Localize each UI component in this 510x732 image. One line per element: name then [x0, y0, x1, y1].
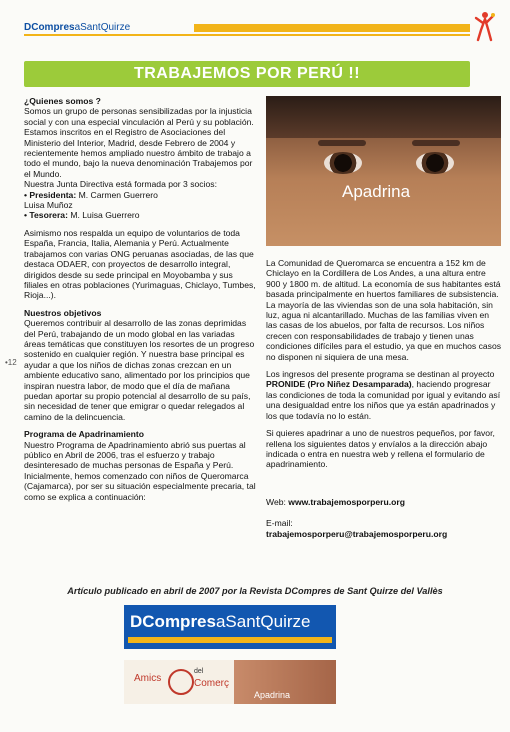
- logo2-del: del: [194, 668, 204, 675]
- person-figure-icon: [474, 10, 496, 42]
- email-link[interactable]: trabajemosporperu@trabajemosporperu.org: [266, 529, 448, 539]
- photo-hair: [266, 96, 501, 138]
- logo2-apadrina: Apadrina: [254, 690, 291, 700]
- photo-left-eye: [324, 152, 362, 174]
- logo-bold: DCompres: [130, 612, 216, 631]
- who-paragraph-1: Somos un grupo de personas sensibilizadas por la injusticia social y con una especial vinculación al Perú y su población.: [24, 106, 254, 127]
- header-brand-bold: DCompres: [24, 22, 75, 33]
- magazine-header: [24, 22, 470, 34]
- program-paragraph: Nuestro Programa de Apadrinamiento abrió sus puertas al público en Abril de 2006, tras el esfuerzo y trabajo desinteresado de muchas personas de España y Perú. Inicialmente, hemos comenzado con niños de Queromarca (Cajamarca), por ser su situación especialmente precaria, tal como se explica a continuación:: [24, 439, 256, 502]
- page-title: TRABAJEMOS POR PERÚ !!: [133, 65, 361, 82]
- page-number: •12: [5, 358, 17, 367]
- header-rule: [24, 34, 470, 36]
- queromarca-paragraph: La Comunidad de Queromarca se encuentra a 152 km de Chiclayo en la Cordillera de Los Andes, a una altura entre 900 y 1800 m. de altitud. La economía de sus habitantes está basada principalmente en huertos familiares de subsistencia. La mayoría de las viviendas son de una sola habitación, sin luz, agua ni alcantarillado. Muchas de las familias viven en las casas de los abuelos, por falta de recursos. Los niños crecen con responsabilidades de trabajo y tienen unas condiciones difíciles para el estudio, ya que en muchos casos no disponen ni siquiera de una mesa.: [266, 258, 502, 362]
- volunteers-paragraph: Asimismo nos respalda un equipo de voluntarios de toda España, Francia, Italia, Alemania y Perú. Actualmente trabajamos con varias ONG peruanas asociadas, de las que destaca ODAER, con proyectos de desarrollo integral, dirigidos desde su sede principal en Moyobamba y sus filiales en otras poblaciones (Yurimaguas, Chiclayo, Tumbes, Rioja...).: [24, 227, 256, 301]
- header-brand: [24, 22, 130, 34]
- email-label: E-mail:: [266, 518, 293, 528]
- who-paragraph-2: Estamos inscritos en el Registro de Asociaciones del Ministerio del Interior, Madrid, desde Febrero de 2004 y recientemente hemos ampliado nuestro ámbito de trabajo a todo el mundo, bajo la nueva denominación Trabajemos por el Mundo.: [24, 127, 253, 179]
- income-text-a: Los ingresos del presente programa se destinan al proyecto: [266, 369, 495, 380]
- logo2-amics: Amics: [134, 673, 162, 684]
- photo-right-eye: [416, 152, 454, 174]
- logo2-ring-icon: [168, 669, 194, 695]
- website-label: Web:: [266, 497, 289, 507]
- president-label: • Presidenta:: [24, 189, 77, 200]
- treasurer-name: M. Luisa Guerrero: [67, 210, 140, 221]
- photo-caption: Apadrina: [342, 182, 411, 201]
- sponsor-paragraph: Si quieres apadrinar a uno de nuestros pequeños, por favor, rellena los siguientes datos y envíalos a la dirección abajo indicada o entra en nuestra web y rellena el formulario de apadrinamiento.: [266, 428, 495, 470]
- logo2-comerc: Comerç: [194, 678, 230, 689]
- dcompres-logo-text: [130, 612, 310, 632]
- income-paragraph: [266, 369, 502, 421]
- who-heading: ¿Quienes somos ?: [24, 96, 101, 106]
- logo-yellow-strip: [128, 637, 332, 643]
- income-text-c: , haciendo progresar las condiciones de toda la comunidad por igual y evitando así una desigualdad entre los niños que ya están apadrinados y los que todavía no lo están.: [266, 379, 501, 421]
- objectives-paragraph: Queremos contribuir al desarrollo de las zonas deprimidas del Perú, trabajando de un modo global en las variadas áreas temáticas que constituyen los resortes de un progreso sostenido en cualquier región. Y nuestra base principal es ayudar a que los niños de dichas zonas crezcan en un ambiente educativo sano, alimentado por los principios que inspiran nuestra labor, de modo que el día de mañana puedan aportar su propio potencial al desarrollo de su país, sin necesidad de tener que emigrar o quedar relegados al camino de la delincuencia.: [24, 318, 255, 422]
- website-link[interactable]: www.trabajemosporperu.org: [288, 497, 405, 507]
- dcompres-logo: [124, 605, 336, 649]
- header-brand-light: aSantQuirze: [74, 22, 131, 33]
- president-name: M. Carmen Guerrero: [76, 189, 158, 200]
- program-heading: Programa de Apadrinamiento: [24, 429, 145, 440]
- who-paragraph-3: Nuestra Junta Directiva está formada por 3 socios:: [24, 179, 217, 190]
- header-yellow-bar: [194, 24, 470, 32]
- photo-right-brow: [412, 140, 460, 146]
- objectives-heading: Nuestros objetivos: [24, 307, 102, 318]
- president-name-2: Luisa Muñoz: [24, 200, 73, 211]
- treasurer-label: • Tesorera:: [24, 210, 68, 221]
- child-photo: [266, 96, 501, 246]
- amics-comerc-logo: [124, 660, 336, 704]
- photo-left-brow: [318, 140, 366, 146]
- left-column: [24, 96, 256, 509]
- logo-light: aSantQuirze: [215, 612, 311, 631]
- right-column: [266, 258, 502, 477]
- website-line: [266, 497, 405, 507]
- pronide-project: PRONIDE (Pro Niñez Desamparada): [266, 379, 412, 390]
- title-banner: [24, 61, 470, 87]
- publication-credit: Artículo publicado en abril de 2007 por la Revista DCompres de Sant Quirze del Vallès: [67, 586, 443, 596]
